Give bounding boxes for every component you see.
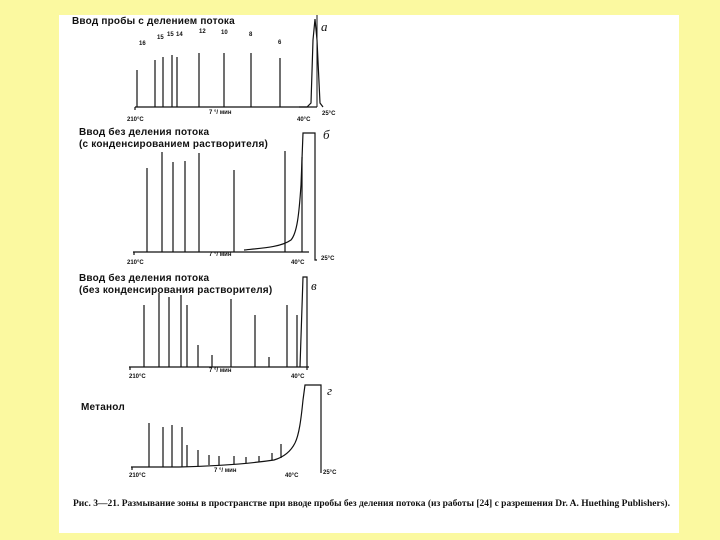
panel-a-chromatogram — [135, 15, 323, 110]
panel-b-solvent-peak — [301, 133, 317, 260]
panel-g-temp-mid: 40°C — [285, 473, 299, 479]
panel-b-rate-label: 7 °/ мин — [209, 252, 232, 258]
panel-b-temp-left: 210°C — [127, 260, 144, 266]
panel-b-subtitle: (с конденсированием растворителя) — [79, 139, 269, 150]
panel-a-peak-label: 15 — [157, 35, 164, 41]
panel-g-baseline — [131, 443, 295, 467]
panel-b-title: Ввод без деления потока — [79, 127, 210, 138]
panel-b-letter: б — [323, 127, 330, 142]
panel-v-solvent-peak — [300, 277, 307, 370]
panel-a-rate-label: 7 °/ мин — [209, 110, 232, 116]
panel-v-letter: в — [311, 278, 317, 293]
panel-a-peak-label: 10 — [221, 30, 228, 36]
panel-v-temp-mid: 40°C — [291, 374, 305, 380]
panel-a-title: Ввод пробы с делением потока — [72, 16, 235, 27]
panel-a-temp-mid: 40°C — [297, 117, 311, 123]
panel-v-subtitle: (без конденсирования растворителя) — [79, 285, 273, 296]
panel-g-solvent-peak — [295, 385, 321, 473]
panel-a-peak-label: 12 — [199, 29, 206, 35]
figure-caption: Рис. 3—21. Размывание зоны в пространстве при вводе пробы без деления потока (из работы [24] с разрешения Dr. A. Huething Publishers). — [73, 499, 670, 509]
panel-b-solvent-tail — [244, 185, 301, 250]
panel-a-peak-label: 8 — [249, 32, 253, 38]
panel-g-rate-label: 7 °/ мин — [214, 468, 237, 474]
panel-a-peak-label: 16 — [139, 41, 146, 47]
panel-g-chromatogram — [131, 385, 321, 473]
panel-b-chromatogram — [133, 133, 317, 260]
panel-g-temp-right: 25°C — [323, 470, 337, 476]
panel-a-temp-left: 210°C — [127, 117, 144, 123]
panel-g-letter: г — [327, 383, 333, 398]
panel-a-peak-label: 6 — [278, 40, 282, 46]
panel-b-temp-right: 25°C — [321, 256, 335, 262]
panel-a-peak-label: 15 — [167, 32, 174, 38]
panel-v-rate-label: 7 °/ мин — [209, 368, 232, 374]
panel-g-temp-left: 210°C — [129, 473, 146, 479]
panel-a-letter: а — [321, 19, 328, 34]
panel-g-title: Метанол — [81, 402, 125, 413]
panel-v-temp-left: 210°C — [129, 374, 146, 380]
panel-a-solvent-peak — [299, 19, 323, 107]
panel-b-temp-mid: 40°C — [291, 260, 305, 266]
scanned-page — [59, 15, 679, 533]
panel-v-title: Ввод без деления потока — [79, 273, 210, 284]
panel-a-temp-right: 25°C — [322, 111, 336, 117]
panel-a-peak-label: 14 — [176, 32, 183, 38]
